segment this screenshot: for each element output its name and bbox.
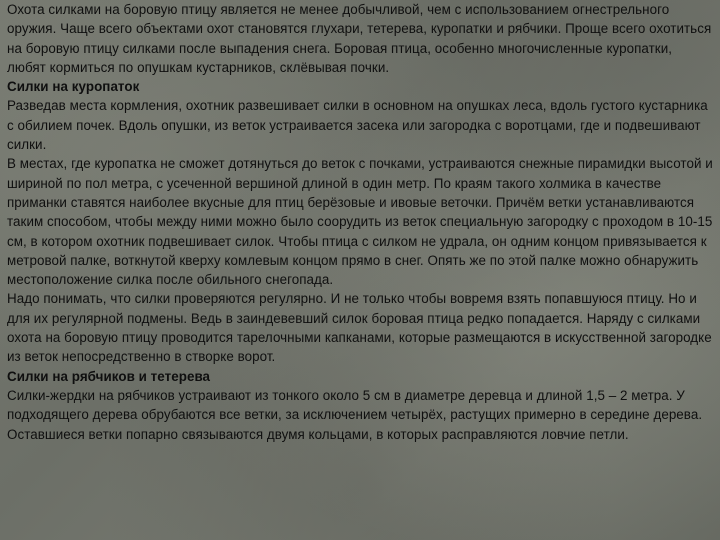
partridge-paragraph-3: Надо понимать, что силки проверяются регулярно. И не только чтобы вовремя взять попавшуюся птицу. Но и для их регулярной подмены. Ведь в заиндевевший силок боровая птица редко попадается. Наряду с силками охота на боровую птицу проводится тарелочными капканами, которые размещаются в искусственной загородке из веток непосредственно в створке ворот. (7, 291, 712, 365)
partridge-paragraph-2: В местах, где куропатка не сможет дотянуться до веток с почками, устраиваются снежные пирамидки высотой и шириной по пол метра, с усеченной вершиной длиной в один метр. По краям такого холмика в качестве приманки ставятся наиболее вкусные для птиц берёзовые и ивовые веточки. Причём ветки устанавливаются таким способом, чтобы между ними можно было соорудить из веток специальную загородку с проходом в 10-15 см, в котором охотник подвешивает силок. Чтобы птица с силком не удрала, он одним концом привязывается к метровой палке, воткнутой кверху комлевым концом прямо в снег. Опять же по этой палке можно обнаружить местоположение силка после обильного снегопада. (7, 156, 713, 288)
section-heading-partridge: Силки на куропаток (7, 79, 140, 95)
grouse-paragraph: Силки-жердки на рябчиков устраивают из тонкого около 5 см в диаметре деревца и длиной 1,5 – 2 метра. У подходящего дерева обрубаются все ветки, за исключением четырёх, растущих примерно в середине дерева. Оставшиеся ветки попарно связываются двумя кольцами, в которых расправляются ловчие петли. (7, 387, 703, 442)
section-heading-grouse: Силки на рябчиков и тетерева (7, 368, 211, 384)
partridge-paragraph-1: Разведав места кормления, охотник развешивает силки в основном на опушках леса, вдоль густого кустарника с обилием почек. Вдоль опушки, из веток устраивается засека или загородка с воротцами, где и подвешивают силки. (7, 98, 708, 153)
article-text (7, 0, 713, 444)
intro-paragraph: Охота силками на боровую птицу является не менее добычливой, чем с использованием огнестрельного оружия. Чаще всего объектами охот становятся глухари, тетерева, куропатки и рябчики. Проще всего охотиться на боровую птицу силками после выпадения снега. Боровая птица, особенно многочисленные куропатки, любят кормиться по опушкам кустарников, склёвывая почки. (7, 2, 712, 75)
